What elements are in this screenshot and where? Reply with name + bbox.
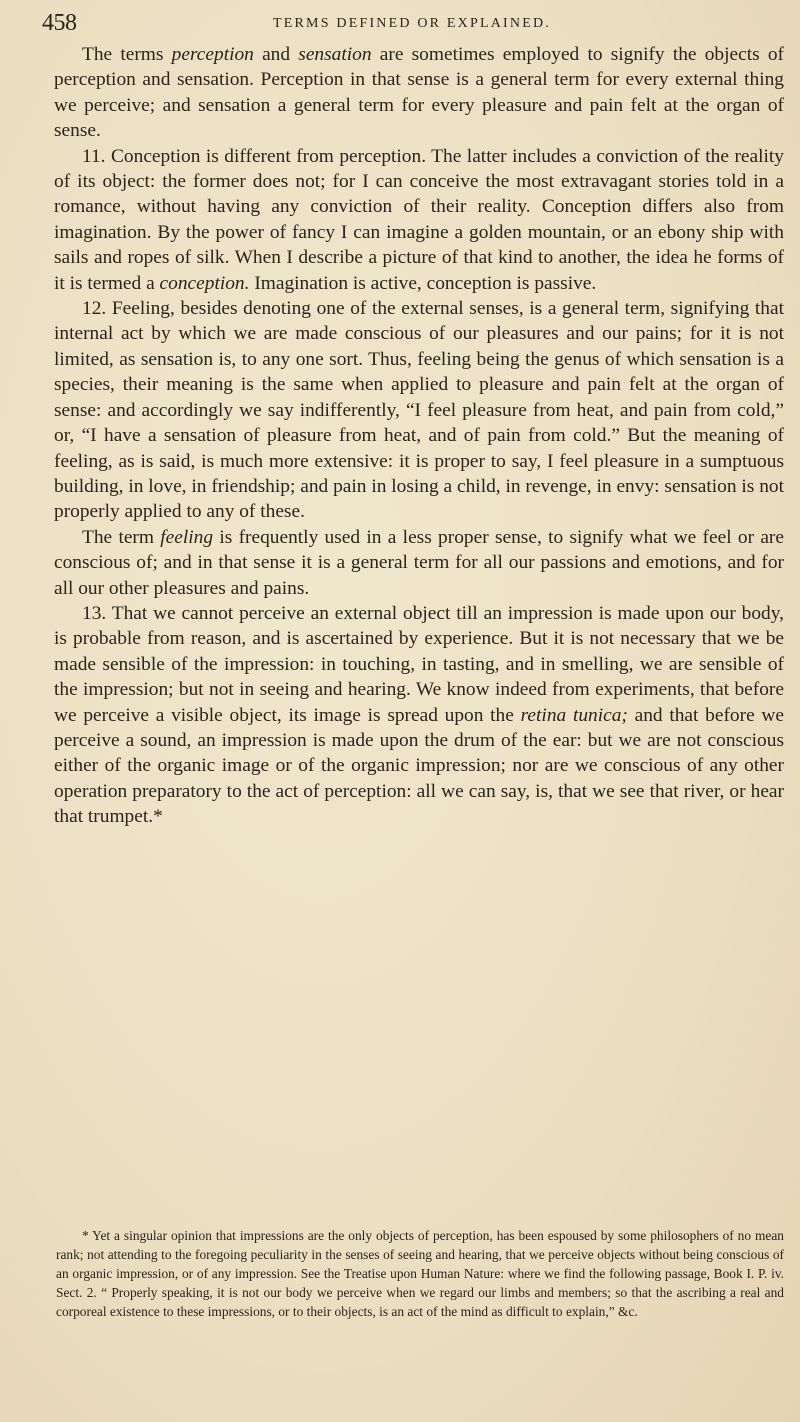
paragraph-13-impression: 13. That we cannot perceive an external object till an impression is made upon our body, is probable from reason, and is ascertained by experience. But it is not necessary that we be made sensible of the impression: in touching, in tasting, and in smelling, we are sensible of the impression; but not in seeing and hearing. We know indeed from experiments, that before we perceive a visible object, its image is spread upon the retina tunica; and that before we perceive a sound, an impression is made upon the drum of the ear: but we are not conscious either of the organic image or of the organic impression; nor are we conscious of any other operation preparatory to the act of perception: all we can say, is, that we see that river, or hear that trumpet.* xyxy=(54,602,785,828)
footnote-text: * Yet a singular opinion that impressions are the only objects of perception, has been espoused by some philosophers of no mean rank; not attending to the foregoing peculiarity in the senses of seeing and hearing, that we perceive objects without being conscious of an organic impression, or of any impression. See the Treatise upon Human Nature: where we find the following passage, Book I. P. iv. Sect. 2. “ Properly speaking, it is not our body we perceive when we regard our limbs and members; so that the ascribing a real and corporeal existence to these impressions, or to their objects, is an act of the mind as difficult to explain,” &c. xyxy=(56,1228,784,1319)
paragraph-12-feeling: 12. Feeling, besides denoting one of the external senses, is a general term, signifying that internal act by which we are made conscious of our pleasures and our pains; for it is not limited, as sensation is, to any one sort. Thus, feeling being the genus of which sensation is a species, their meaning is the same when applied to pleasure and pain felt at the organ of sense: and accordingly we say indifferently, “I feel pleasure from heat, and pain from cold,” or, “I have a sensation of pleasure from heat, and of pain from cold.” But the meaning of feeling, as is said, is much more extensive: it is proper to say, I feel pleasure in a sumptuous building, in love, in friendship; and pain in losing a child, in revenge, in envy: sensation is not properly applied to any of these. xyxy=(54,298,784,523)
running-head: TERMS DEFINED OR EXPLAINED. xyxy=(273,16,551,31)
body-text xyxy=(54,42,784,830)
paragraph-11-conception: 11. Conception is different from perception. The latter includes a conviction of the reality of its object: the former does not; for I can conceive the most extravagant stories told in a romance, without having any conviction of their reality. Conception differs also from imagination. By the power of fancy I can imagine a golden mountain, or an ebony ship with sails and ropes of silk. When I describe a picture of that kind to another, the idea he forms of it is termed a conception. Imagination is active, conception is passive. xyxy=(54,145,784,294)
paragraph-12-feeling-cont: The term feeling is frequently used in a less proper sense, to signify what we feel or are conscious of; and in that sense it is a general term for all our passions and emotions, and for all our other pleasures and pains. xyxy=(54,526,784,599)
page-number: 458 xyxy=(42,10,77,36)
paragraph-perception-sensation: The terms perception and sensation are sometimes employed to signify the objects of perception and sensation. Perception in that sense is a general term for every external thing we perceive; and sensation a general term for every pleasure and pain felt at the organ of sense. xyxy=(54,44,785,142)
page-header xyxy=(42,10,782,42)
footnote xyxy=(56,1226,784,1321)
